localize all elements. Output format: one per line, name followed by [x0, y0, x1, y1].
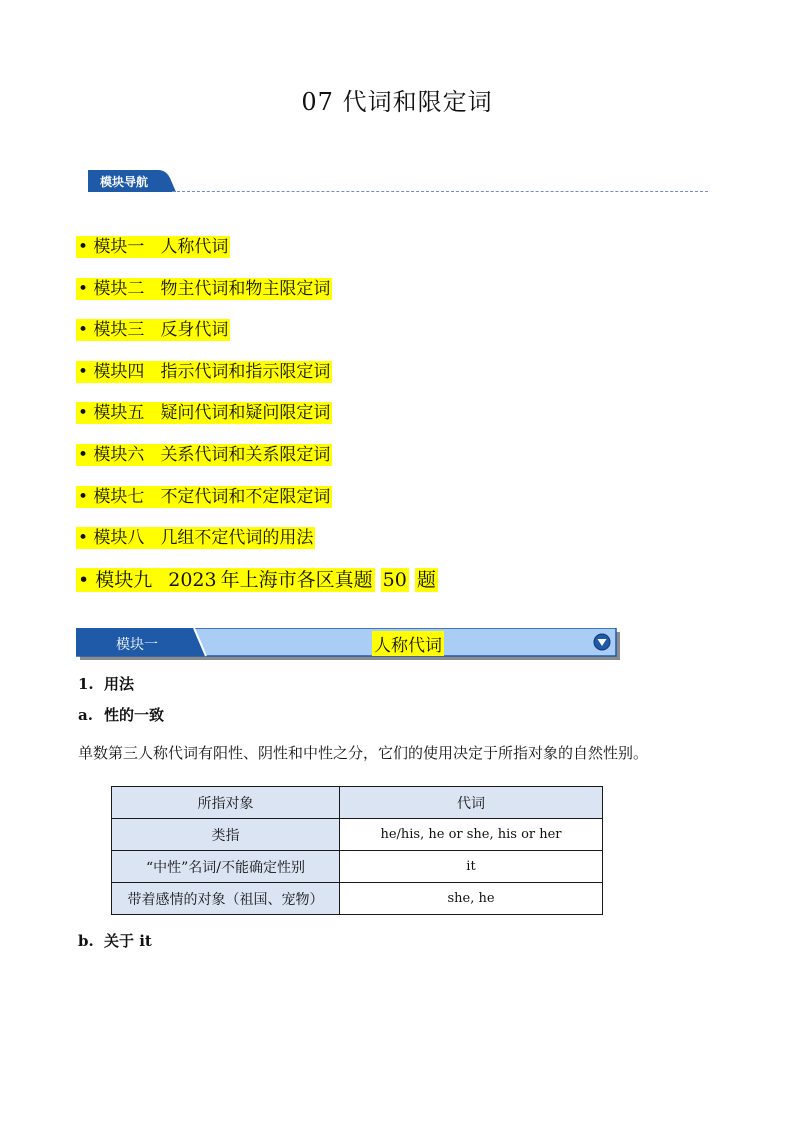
table-cell: “中性”名词/不能确定性别	[112, 851, 340, 883]
toc-item[interactable]: • 模块八 几组不定代词的用法	[78, 528, 314, 549]
toc-item[interactable]: • 模块五 疑问代词和疑问限定词	[78, 403, 331, 424]
table-cell: 类指	[112, 819, 340, 851]
table-cell: it	[340, 851, 603, 883]
section-heading-usage: 1. 用法	[78, 675, 135, 693]
module-toc	[76, 232, 438, 606]
table-cell: she, he	[340, 883, 603, 915]
pronoun-table	[111, 786, 603, 915]
toc-item[interactable]: • 模块二 物主代词和物主限定词	[78, 278, 331, 299]
subsection-heading-it: b. 关于 it	[78, 932, 152, 950]
nav-divider	[172, 191, 708, 192]
subsection-heading-gender: a. 性的一致	[78, 706, 165, 724]
table-row	[112, 851, 603, 883]
module-label: 模块一	[116, 637, 158, 653]
table-cell: he/his, he or she, his or her	[340, 819, 603, 851]
page-title: 07 代词和限定词	[301, 88, 493, 116]
toc-item[interactable]: • 模块一 人称代词	[78, 237, 229, 257]
toc-item[interactable]: • 模块三 反身代词	[78, 320, 229, 341]
module-title: 人称代词	[372, 631, 444, 656]
nav-tab-label: 模块导航	[100, 175, 149, 189]
toc-item[interactable]: • 模块四 指示代词和指示限定词	[78, 361, 331, 382]
table-header-row	[112, 787, 603, 819]
table-row	[112, 819, 603, 851]
table-header-cell: 所指对象	[112, 787, 340, 819]
table-row	[112, 883, 603, 915]
module-header-bar[interactable]	[76, 628, 618, 658]
toc-item[interactable]: • 模块七 不定代词和不定限定词	[78, 486, 331, 507]
table-cell: 带着感情的对象（祖国、宠物）	[112, 883, 340, 915]
body-paragraph: 单数第三人称代词有阳性、阴性和中性之分，它们的使用决定于所指对象的自然性别。	[78, 744, 649, 762]
toc-item[interactable]: • 模块九 2023 年上海市各区真题 50 题	[78, 568, 436, 591]
table-header-cell: 代词	[340, 787, 603, 819]
chevron-down-icon[interactable]	[593, 633, 611, 651]
module-nav-tab	[88, 168, 172, 194]
toc-item[interactable]: • 模块六 关系代词和关系限定词	[78, 444, 331, 465]
